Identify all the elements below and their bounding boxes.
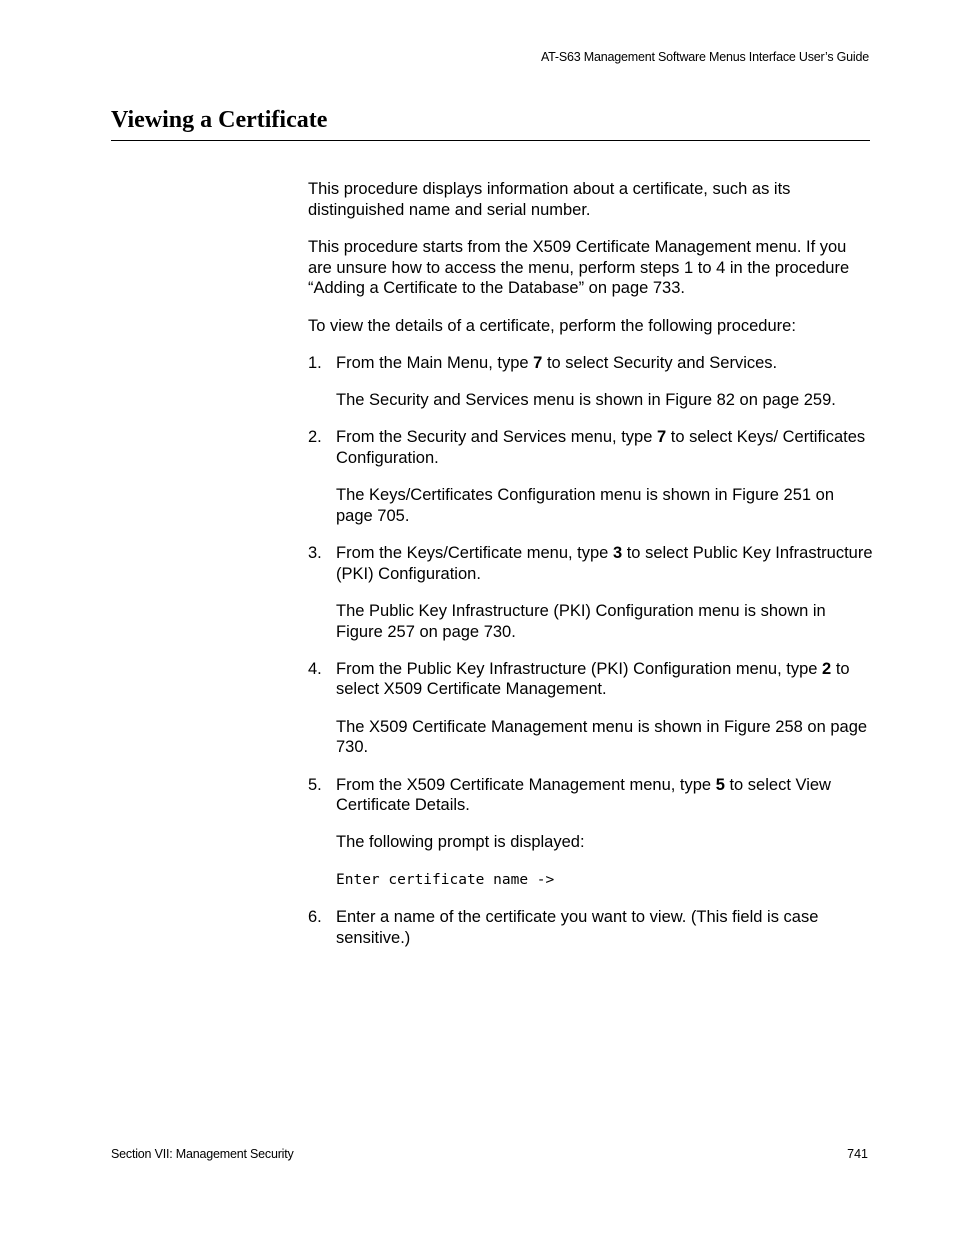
- step-number: 6.: [308, 907, 322, 926]
- procedure-steps: [308, 353, 874, 949]
- section-title: Viewing a Certificate: [111, 107, 328, 133]
- step-text: From the Security and Services menu, type 7 to select Keys/ Certificates Configuration.: [336, 428, 866, 467]
- footer-section: Section VII: Management Security: [111, 1147, 294, 1161]
- step-6: [308, 907, 874, 948]
- step-number: 1.: [308, 353, 322, 372]
- step-3: [308, 543, 874, 642]
- step-text: Enter a name of the certificate you want to view. (This field is case sensitive.): [336, 907, 819, 947]
- title-rule: [111, 140, 870, 141]
- menu-key: 3: [612, 543, 623, 562]
- step-4: [308, 659, 874, 758]
- page-number: 741: [847, 1147, 868, 1161]
- step-text: From the Main Menu, type 7 to select Security and Services.: [336, 353, 778, 372]
- step-text: From the Public Key Infrastructure (PKI) Configuration menu, type 2 to select X509 Certificate Management.: [336, 659, 850, 699]
- menu-key: 5: [715, 775, 725, 794]
- step-number: 3.: [308, 543, 322, 562]
- body-content: [308, 179, 874, 965]
- intro-paragraph: This procedure displays information about a certificate, such as its distinguished name and serial number.: [308, 180, 791, 219]
- step-note: The following prompt is displayed:: [336, 833, 585, 852]
- step-5: [308, 775, 874, 891]
- intro-paragraph: This procedure starts from the X509 Certificate Management menu. If you are unsure how to access the menu, perform steps 1 to 4 in the procedure “Adding a Certificate to the Database” on page 733.: [308, 237, 850, 298]
- intro-paragraph: To view the details of a certificate, perform the following procedure:: [308, 316, 796, 335]
- step-text: From the X509 Certificate Management menu, type 5 to select View Certificate Details.: [336, 775, 831, 815]
- menu-key: 2: [822, 659, 832, 678]
- step-number: 2.: [308, 428, 322, 447]
- step-note: The X509 Certificate Management menu is shown in Figure 258 on page 730.: [336, 717, 868, 757]
- menu-key: 7: [656, 428, 667, 447]
- step-number: 5.: [308, 775, 322, 794]
- running-header: AT-S63 Management Software Menus Interface User’s Guide: [540, 50, 869, 64]
- step-1: [308, 353, 874, 411]
- step-note: The Keys/Certificates Configuration menu is shown in Figure 251 on page 705.: [336, 486, 835, 525]
- step-text: From the Keys/Certificate menu, type 3 to select Public Key Infrastructure (PKI) Configuration.: [336, 543, 873, 583]
- step-note: The Public Key Infrastructure (PKI) Configuration menu is shown in Figure 257 on page 730.: [336, 601, 826, 641]
- step-number: 4.: [308, 659, 322, 678]
- step-2: [308, 427, 874, 526]
- menu-key: 7: [533, 353, 543, 372]
- cli-prompt: Enter certificate name ->: [336, 871, 555, 888]
- step-note: The Security and Services menu is shown in Figure 82 on page 259.: [336, 390, 836, 409]
